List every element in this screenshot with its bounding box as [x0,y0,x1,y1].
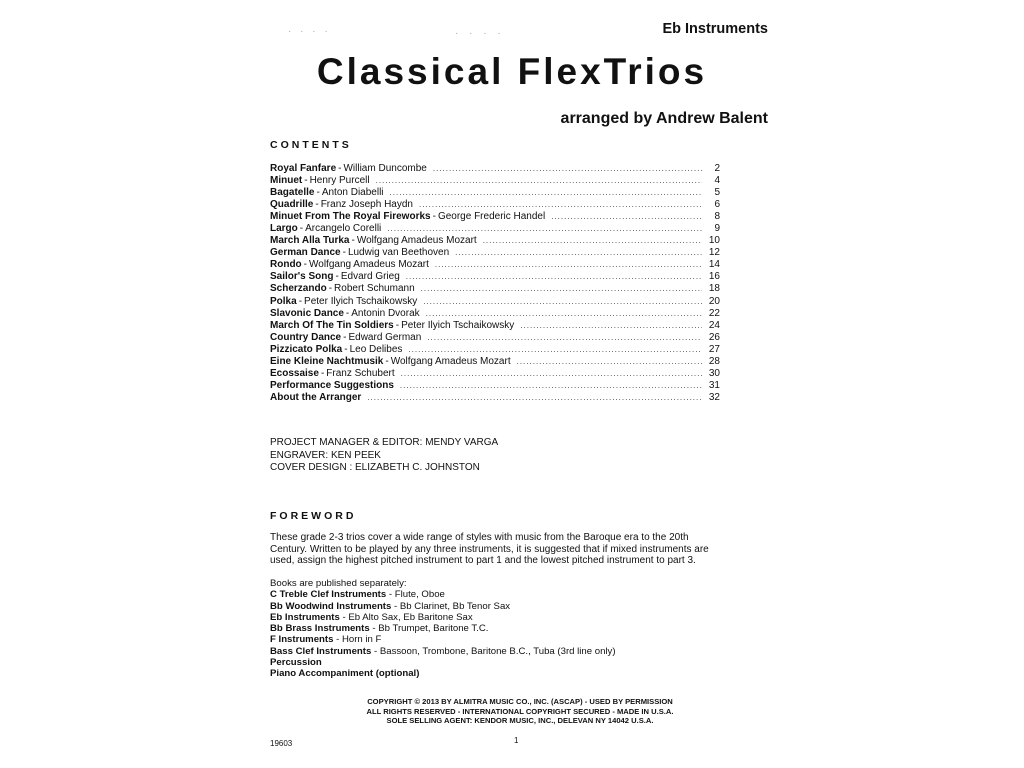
foreword-text: These grade 2-3 trios cover a wide range of styles with music from the Baroque era to the 20th Century. Written to be played by any three instruments, it is suggested that if mixed instruments are used, assign the highest pitched instrument to part 1 and the lowest pitched instrument to part 3. [270,532,709,566]
toc-entry [270,271,720,283]
toc-page-number: 2 [714,163,720,174]
toc-piece-title: Country Dance [270,331,342,343]
toc-page-number: 30 [708,367,720,379]
book-edition-name: Eb Instruments [270,611,340,623]
toc-piece-title: March Of The Tin Soldiers [270,319,394,331]
toc-entry [270,332,720,344]
contents-heading: CONTENTS [270,139,352,151]
toc-leader-dots [435,259,702,271]
book-edition-entry [270,634,616,645]
toc-piece-title: German Dance [270,247,341,259]
toc-piece-title: Scherzando [270,283,327,295]
toc-entry [270,380,720,392]
toc-page-number: 5 [714,187,720,199]
toc-page-number: 26 [708,331,720,343]
book-edition-instruments: Bb Trumpet, Baritone T.C. [378,623,489,635]
toc-entry [270,223,720,235]
toc-page-number: 6 [714,199,720,211]
toc-page-number: 27 [708,343,720,355]
toc-composer: Ludwig van Beethoven [347,247,450,259]
toc-piece-title: Eine Kleine Nachtmusik [270,355,384,367]
toc-composer: Franz Joseph Haydn [320,199,413,211]
book-edition-entry [270,668,616,679]
book-edition-instruments: Flute, Oboe [394,589,445,601]
book-edition-separator: - [391,600,400,612]
toc-entry [270,392,720,404]
toc-separator: - [299,223,304,235]
toc-separator: - [298,295,303,307]
book-edition-name: Bb Brass Instruments [270,623,370,635]
toc-leader-dots [520,320,702,332]
toc-composer: Edward German [348,331,422,343]
book-edition-name: Bass Clef Instruments [270,645,372,657]
toc-composer: Leo Delibes [349,343,403,355]
toc-entry [270,247,720,259]
toc-composer: George Frederic Handel [437,211,546,223]
toc-piece-title: Sailor's Song [270,271,334,283]
toc-page-number: 16 [708,271,720,283]
book-edition-separator: - [371,645,380,657]
toc-separator: - [335,271,339,283]
toc-entry [270,259,720,271]
copyright-line: COPYRIGHT © 2013 BY ALMITRA MUSIC CO., INC. (ASCAP) - USED BY PERMISSION [367,697,673,706]
books-intro: Books are published separately: [270,578,407,589]
toc-piece-title: Performance Suggestions [270,379,394,391]
foreword-heading: FOREWORD [270,510,357,522]
book-edition-instruments: Bb Clarinet, Bb Tenor Sax [399,600,511,612]
toc-separator: - [304,175,308,187]
toc-page-number: 4 [714,175,720,187]
toc-leader-dots [406,271,702,283]
books-list [270,578,616,680]
toc-leader-dots [376,175,702,187]
toc-leader-dots [387,223,702,235]
toc-leader-dots [400,380,702,392]
toc-piece-title: Polka [270,295,297,307]
toc-separator: - [343,331,347,343]
book-edition-entry [270,601,616,612]
production-credits [270,437,498,475]
toc-leader-dots [408,344,702,356]
book-edition-instruments: Bassoon, Trombone, Baritone B.C., Tuba (3rd line only) [379,645,616,657]
toc-entry [270,199,720,211]
toc-separator: - [385,355,389,367]
toc-composer: Robert Schumann [334,283,415,295]
toc-piece-title: Bagatelle [270,187,315,199]
toc-separator: - [351,235,355,247]
toc-leader-dots [517,356,702,368]
toc-page-number: 20 [708,295,720,307]
engraver-credit: ENGRAVER: KEN PEEK [270,449,381,461]
toc-leader-dots [401,368,702,380]
toc-piece-title: Quadrille [270,199,314,211]
book-edition-instruments: Eb Alto Sax, Eb Baritone Sax [348,611,473,623]
toc-page-number: 32 [708,391,720,403]
toc-leader-dots [483,235,702,247]
toc-separator: - [395,319,400,331]
cover-design-credit: COVER DESIGN : ELIZABETH C. JOHNSTON [270,462,480,473]
toc-page-number: 8 [714,211,720,223]
book-edition-separator: - [333,634,342,646]
toc-page-number: 18 [708,283,720,295]
toc-leader-dots [421,283,702,295]
toc-entry [270,356,720,368]
toc-leader-dots [423,296,702,308]
toc-composer: William Duncombe [343,163,427,174]
toc-leader-dots [427,332,702,344]
catalog-number: 19603 [270,739,293,748]
edition-label: Eb Instruments [662,21,768,37]
toc-page-number: 28 [708,355,720,367]
toc-entry [270,368,720,380]
toc-piece-title: Largo [270,223,298,235]
toc-piece-title: Minuet [270,175,303,187]
toc-entry [270,308,720,320]
book-edition-entry [270,623,616,634]
toc-page-number: 31 [708,379,720,391]
book-title: Classical FlexTrios [316,51,708,92]
toc-page-number: 9 [714,223,720,235]
toc-entry [270,320,720,332]
table-of-contents [270,163,720,404]
toc-piece-title: About the Arranger [270,391,362,403]
toc-leader-dots [390,187,702,199]
toc-leader-dots [367,392,702,404]
book-edition-entry [270,612,616,623]
toc-piece-title: March Alla Turka [270,235,350,247]
book-edition-name: F Instruments [270,634,334,646]
toc-composer: Franz Schubert [326,367,395,379]
toc-separator: - [432,211,436,223]
toc-entry [270,283,720,295]
toc-page-number: 14 [708,259,720,271]
toc-composer: Peter Ilyich Tschaikowsky [401,319,515,331]
toc-composer: Edvard Grieg [340,271,400,283]
toc-piece-title: Slavonic Dance [270,307,344,319]
book-edition-name: C Treble Clef Instruments [270,589,387,601]
toc-piece-title: Ecossaise [270,367,319,379]
toc-entry [270,175,720,187]
toc-page-number: 24 [708,319,720,331]
scan-artifact: · · · · [288,26,331,37]
book-edition-entry [270,589,616,600]
book-edition-name: Bb Woodwind Instruments [270,600,392,612]
book-edition-name: Percussion [270,657,322,669]
toc-entry [270,296,720,308]
arranger-credit: arranged by Andrew Balent [560,110,768,127]
copyright-notice [360,697,680,726]
toc-leader-dots [455,247,702,259]
toc-entry [270,211,720,223]
book-edition-separator: - [386,589,395,601]
toc-leader-dots [551,211,702,223]
toc-entry [270,187,720,199]
book-edition-entry [270,646,616,657]
toc-separator: - [303,259,307,271]
toc-page-number: 12 [708,247,720,259]
toc-page-number: 10 [708,235,720,247]
toc-separator: - [342,247,346,259]
toc-leader-dots [419,199,702,211]
toc-entry [270,235,720,247]
page-number: 1 [514,736,519,745]
editor-credit: PROJECT MANAGER & EDITOR: MENDY VARGA [270,437,499,448]
toc-page-number: 22 [708,307,720,319]
toc-composer: Henry Purcell [309,175,370,187]
toc-composer: Wolfgang Amadeus Mozart [309,259,429,271]
book-edition-name: Piano Accompaniment (optional) [270,668,420,680]
toc-composer: Wolfgang Amadeus Mozart [356,235,477,247]
toc-piece-title: Rondo [270,259,302,271]
toc-leader-dots [426,308,702,320]
book-edition-entry [270,657,616,668]
copyright-line: SOLE SELLING AGENT: KENDOR MUSIC, INC., DELEVAN NY 14042 U.S.A. [386,716,654,725]
book-edition-separator: - [339,611,349,623]
copyright-line: ALL RIGHTS RESERVED - INTERNATIONAL COPYRIGHT SECURED - MADE IN U.S.A. [366,706,674,716]
toc-entry [270,344,720,356]
toc-composer: Arcangelo Corelli [305,223,382,235]
toc-piece-title: Royal Fanfare [270,163,337,174]
toc-separator: - [338,163,342,174]
toc-separator: - [345,307,350,319]
toc-composer: Wolfgang Amadeus Mozart [390,355,511,367]
toc-separator: - [328,283,333,295]
toc-composer: Antonin Dvorak [351,307,420,319]
book-edition-separator: - [369,623,379,635]
toc-separator: - [316,187,320,199]
book-edition-instruments: Horn in F [341,634,382,646]
toc-leader-dots [433,163,702,175]
toc-separator: - [320,367,325,379]
toc-separator: - [315,199,319,211]
toc-composer: Peter Ilyich Tschaikowsky [304,295,418,307]
toc-piece-title: Minuet From The Royal Fireworks [270,211,431,223]
toc-composer: Anton Diabelli [321,187,384,199]
toc-entry [270,163,720,175]
toc-separator: - [344,343,348,355]
toc-piece-title: Pizzicato Polka [270,343,343,355]
scan-artifact: · · · · [455,28,505,39]
